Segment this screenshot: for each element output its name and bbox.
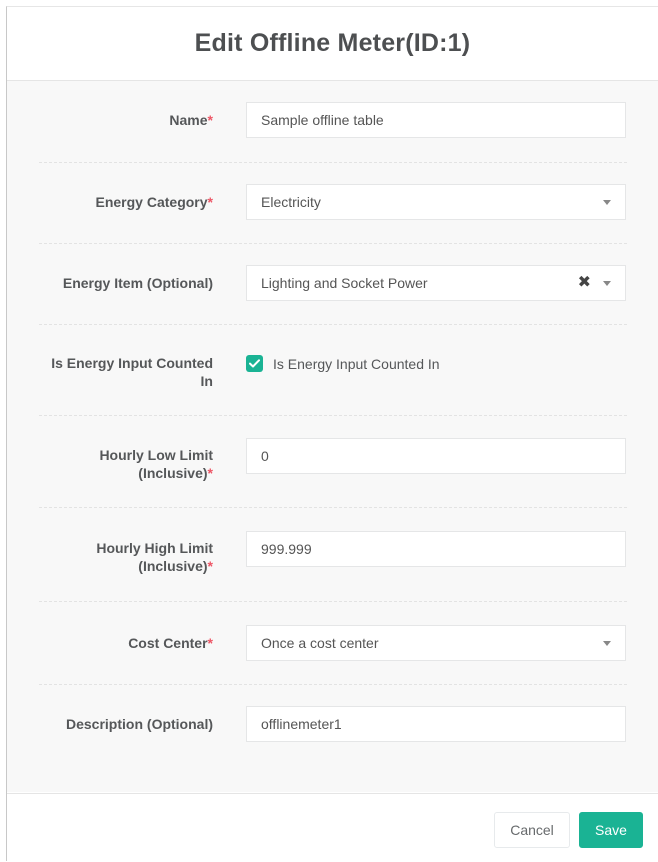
description-input-box[interactable] [246, 706, 626, 742]
hourly-low-label [7, 446, 213, 482]
divider [39, 162, 627, 163]
hourly-high-input[interactable] [261, 541, 611, 557]
required-mark: * [207, 112, 213, 128]
energy-input-label-line1: Is Energy Input Counted [51, 355, 213, 371]
energy-category-value: Electricity [261, 194, 321, 210]
save-button[interactable]: Save [579, 812, 643, 848]
hourly-high-input-box[interactable] [246, 531, 626, 567]
cancel-button[interactable]: Cancel [494, 812, 570, 848]
energy-item-select[interactable] [246, 265, 626, 301]
caret-down-icon[interactable] [603, 641, 611, 646]
dialog-body [7, 81, 658, 792]
hourly-high-label [7, 539, 213, 575]
energy-category-select[interactable] [246, 184, 626, 220]
name-label [7, 111, 213, 129]
description-label: Description (Optional) [66, 716, 213, 732]
hourly-high-label-line2 [7, 557, 213, 575]
dialog-footer [7, 793, 658, 862]
name-input-box[interactable] [246, 102, 626, 138]
energy-category-label [7, 193, 213, 211]
hourly-high-label-line1: Hourly High Limit [96, 540, 213, 556]
energy-item-label: Energy Item (Optional) [62, 275, 213, 291]
hourly-low-label-line1: Hourly Low Limit [99, 447, 213, 463]
cost-center-label-text: Cost Center [128, 635, 208, 651]
hourly-high-label-line2-text: (Inclusive) [138, 558, 208, 574]
clear-x-icon[interactable]: ✖ [577, 274, 591, 291]
divider [39, 324, 627, 325]
required-mark: * [207, 558, 213, 574]
dialog-header [7, 7, 658, 81]
caret-down-icon[interactable] [603, 281, 611, 286]
cost-center-value: Once a cost center [261, 635, 379, 651]
name-input[interactable] [261, 112, 611, 128]
cost-center-select[interactable] [246, 625, 626, 661]
hourly-low-label-line2-text: (Inclusive) [138, 465, 208, 481]
divider [39, 684, 627, 685]
divider [39, 507, 627, 508]
energy-input-checkbox[interactable] [246, 355, 263, 372]
hourly-low-label-line2 [7, 464, 213, 482]
energy-input-label [7, 354, 213, 390]
required-mark: * [207, 194, 213, 210]
hourly-low-input[interactable] [261, 448, 611, 464]
checkmark-icon [249, 359, 260, 368]
divider [39, 601, 627, 602]
energy-category-label-text: Energy Category [95, 194, 208, 210]
energy-input-checkbox-group[interactable] [246, 355, 440, 372]
divider [39, 243, 627, 244]
divider [39, 415, 627, 416]
energy-item-value: Lighting and Socket Power [261, 275, 428, 291]
energy-input-checkbox-label[interactable]: Is Energy Input Counted In [273, 355, 440, 372]
hourly-low-input-box[interactable] [246, 438, 626, 474]
required-mark: * [207, 465, 213, 481]
caret-down-icon[interactable] [603, 200, 611, 205]
cost-center-label [7, 634, 213, 652]
name-label-text: Name [169, 112, 208, 128]
description-input[interactable] [261, 716, 611, 732]
edit-offline-meter-dialog [6, 6, 658, 861]
dialog-title: Edit Offline Meter(ID:1) [194, 29, 471, 57]
energy-input-label-line2: In [200, 373, 213, 389]
required-mark: * [207, 635, 213, 651]
